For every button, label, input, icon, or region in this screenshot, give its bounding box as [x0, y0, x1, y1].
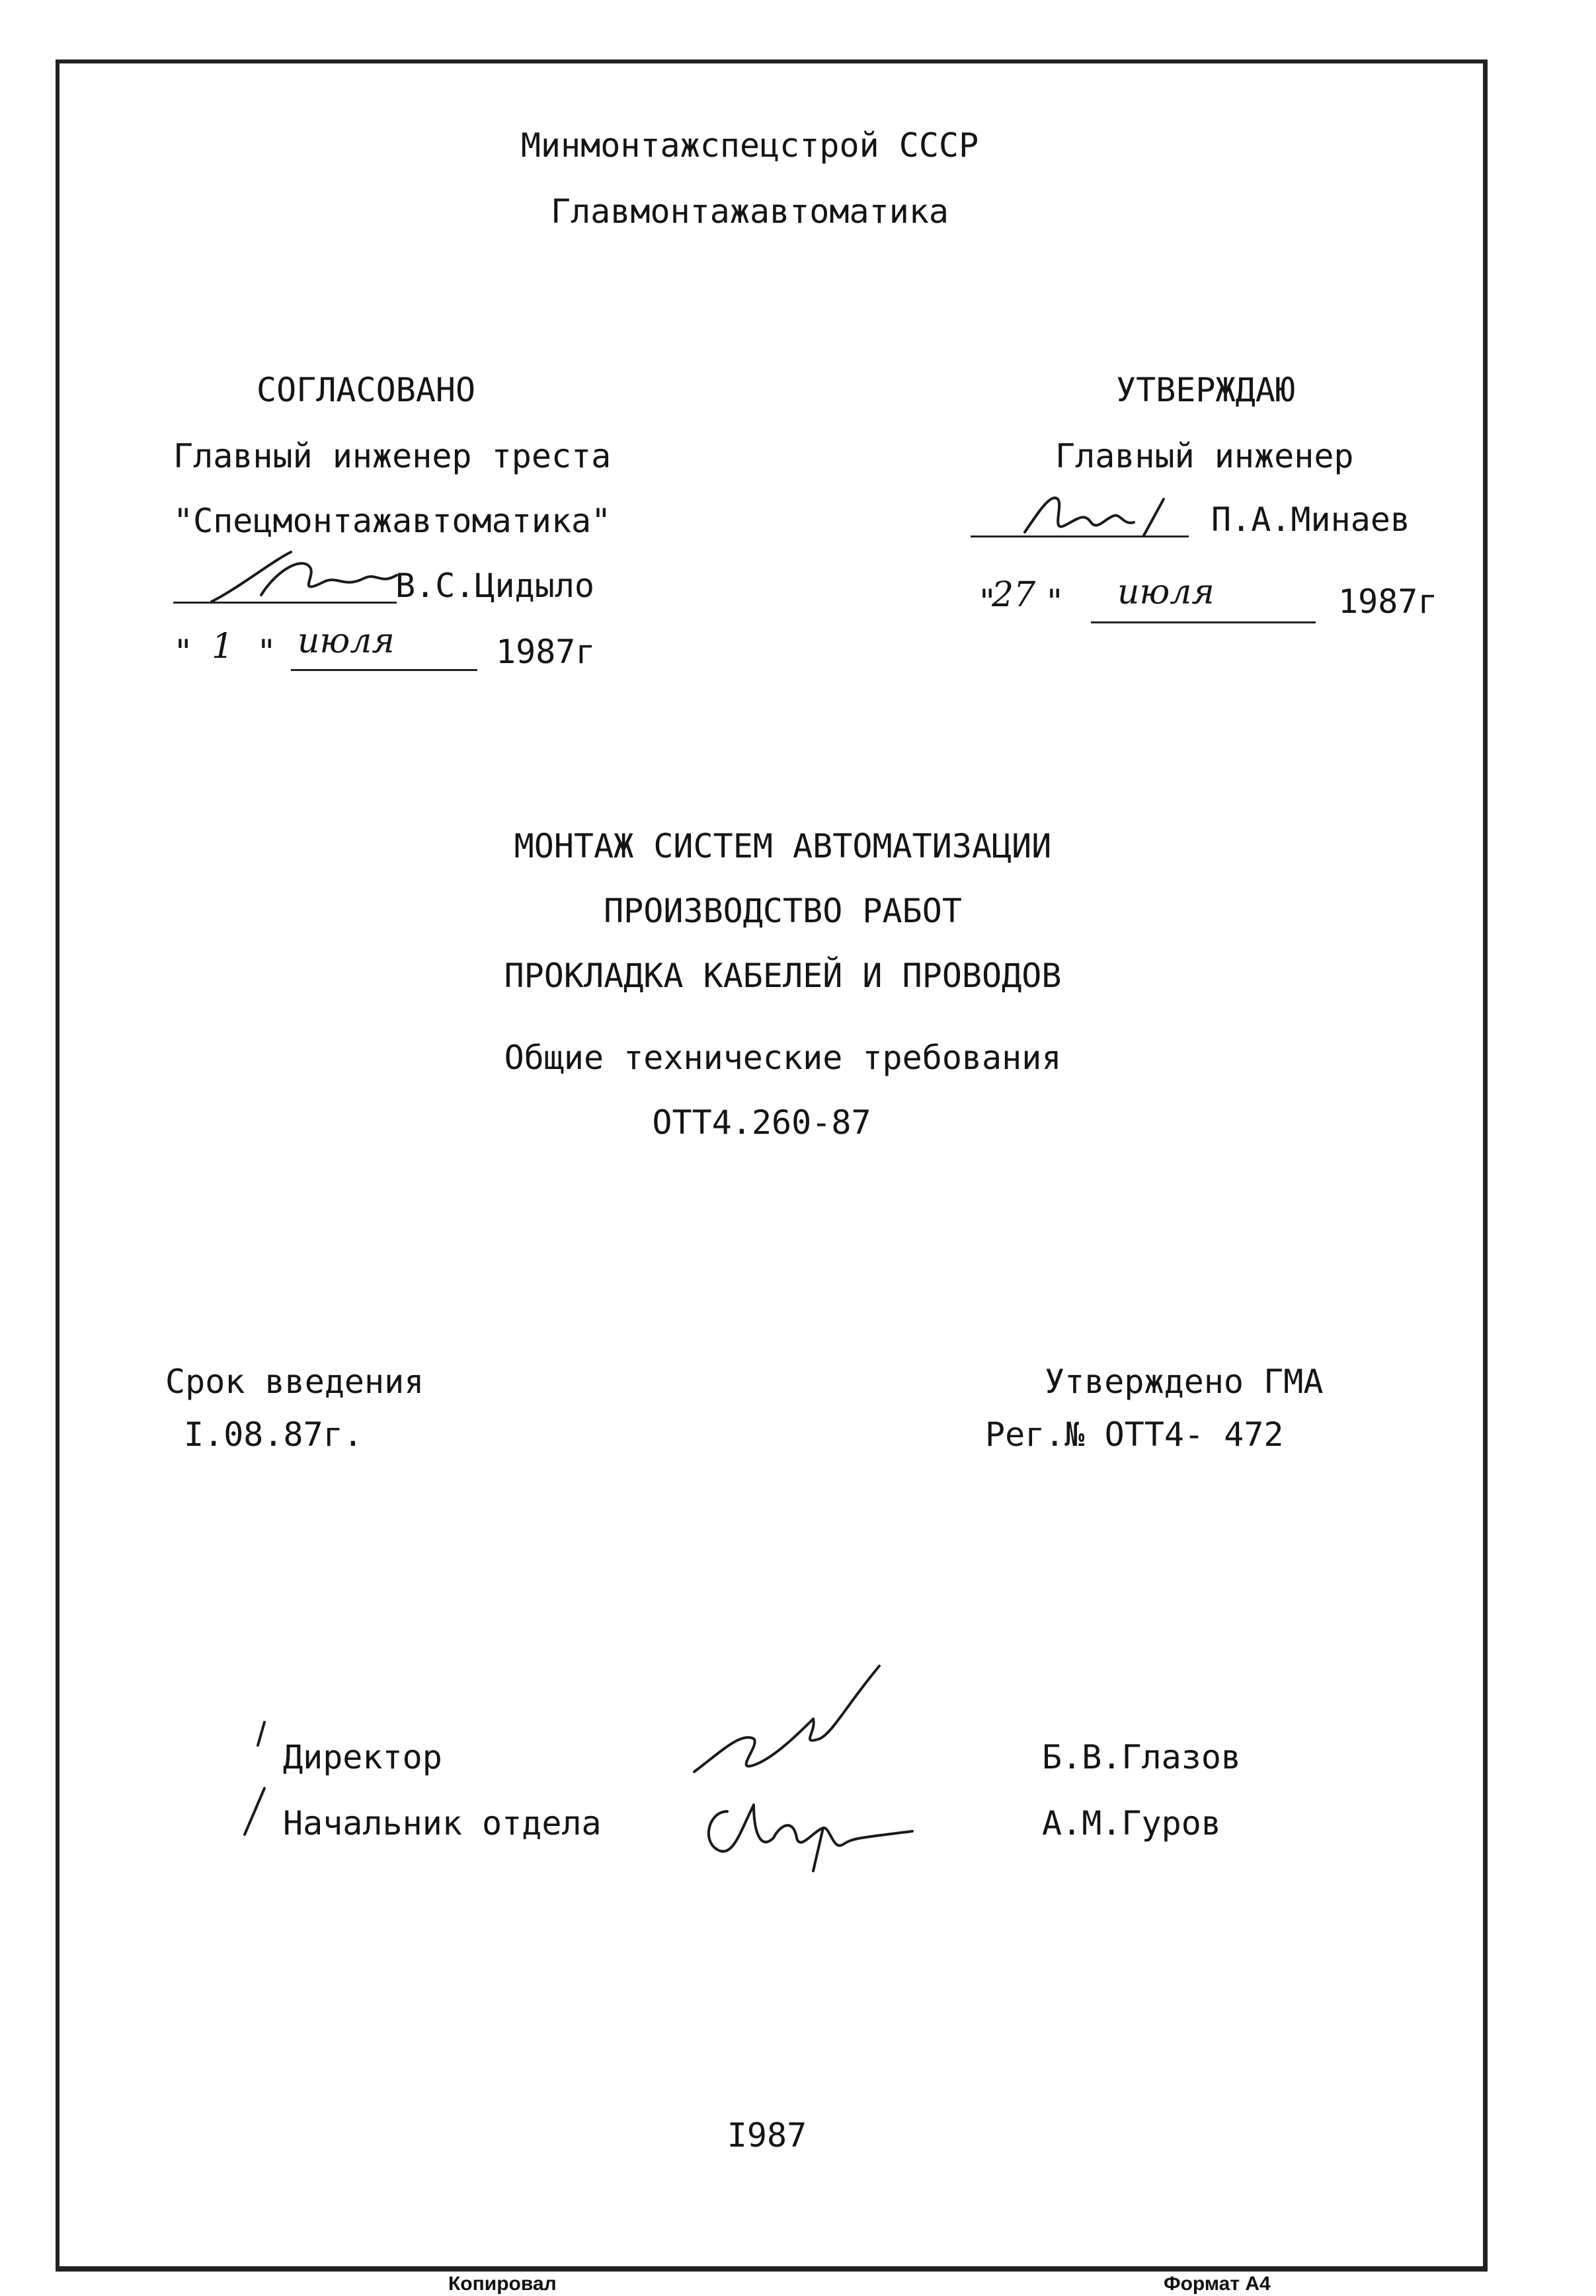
title-line-1: МОНТАЖ СИСТЕМ АВТОМАТИЗАЦИИ [514, 827, 1052, 865]
head-name: А.М.Гуров [1042, 1804, 1221, 1842]
intro-date: I.08.87г. [184, 1415, 363, 1454]
agreed-date-month: июля [298, 621, 395, 661]
director-name: Б.В.Глазов [1042, 1738, 1242, 1776]
agreed-heading: СОГЛАСОВАНО [257, 371, 476, 409]
agreed-organization: "Спецмонтажавтоматика" [173, 502, 612, 540]
agreed-date-quote-open: " [173, 633, 194, 671]
document-subtitle: Общие технические требования [504, 1039, 1062, 1077]
title-line-3: ПРОКЛАДКА КАБЕЛЕЙ И ПРОВОДОВ [504, 957, 1062, 995]
approved-signature [1012, 486, 1210, 545]
footer-format: Формат А4 [1164, 2273, 1271, 2295]
agreed-date-line [291, 669, 477, 671]
agreed-date-year: 1987г [496, 633, 596, 671]
director-title: Директор [283, 1738, 442, 1776]
registration-number: Рег.№ ОТТ4- 472 [985, 1415, 1284, 1454]
agreed-date-day: 1 [212, 627, 234, 666]
approved-date-line [1091, 621, 1316, 623]
footer-copied: Копировал [448, 2273, 557, 2295]
agreed-date-quote-close: " [257, 633, 277, 671]
title-line-2: ПРОИЗВОДСТВО РАБОТ [604, 892, 962, 930]
approved-date-month: июля [1117, 573, 1215, 612]
approved-date-day: 27 [992, 575, 1036, 615]
intro-label: Срок введения [165, 1363, 424, 1401]
signatories-signatures [681, 1653, 932, 1891]
approved-date-year: 1987г [1338, 582, 1438, 621]
head-title: Начальник отдела [283, 1804, 602, 1842]
approved-position: Главный инженер [1055, 437, 1354, 475]
signatory-tick-marks [238, 1719, 278, 1851]
registration-label: Утверждено ГМА [1045, 1363, 1324, 1401]
approved-heading: УТВЕРЖДАЮ [1116, 371, 1295, 409]
agreed-position: Главный инженер треста [173, 437, 612, 475]
agreed-signature [198, 549, 410, 608]
publication-year: I987 [727, 2116, 807, 2155]
ministry-name: Минмонтажспецстрой СССР [520, 126, 979, 165]
approved-date-quote-close: " [1045, 582, 1065, 621]
approved-signer: П.А.Минаев [1211, 500, 1411, 539]
department-name: Главмонтажавтоматика [550, 192, 949, 231]
document-code: ОТТ4.260-87 [652, 1103, 871, 1142]
agreed-signer: В.С.Цидыло [395, 567, 595, 605]
approved-date-quote-open: " [977, 582, 998, 621]
